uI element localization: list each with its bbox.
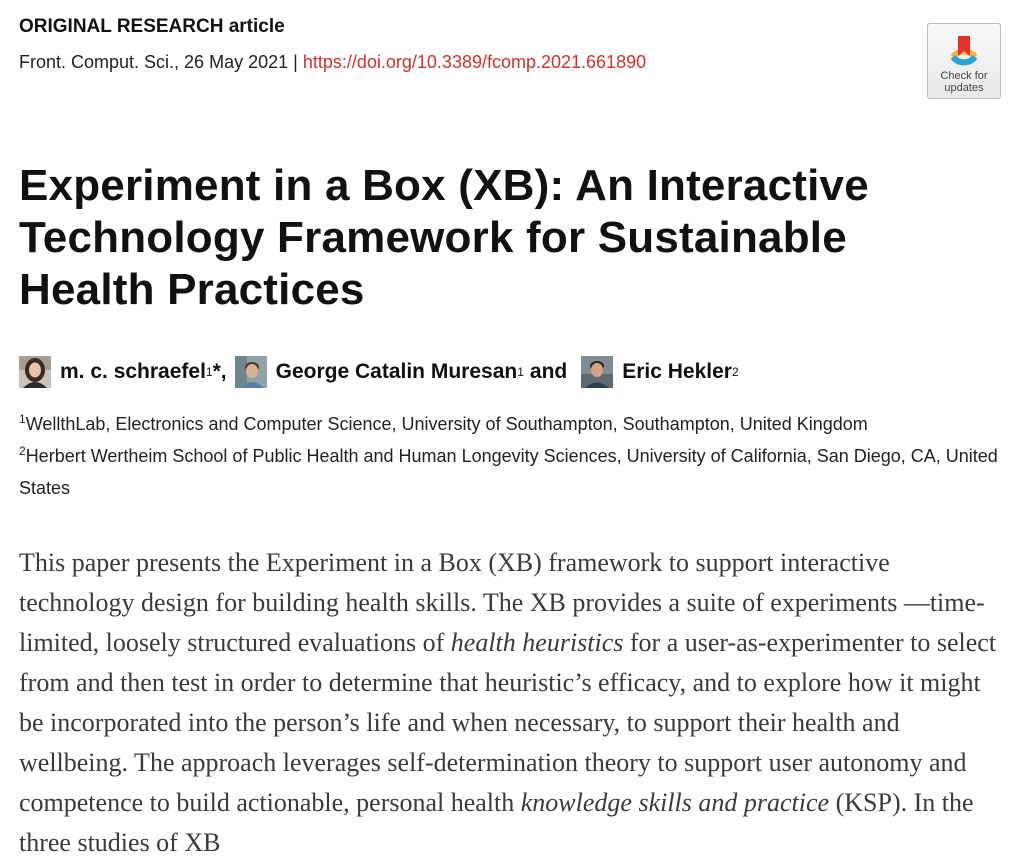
author-and: and [529,360,568,383]
author-name: m. c. schraefel [60,360,206,383]
author-list [19,355,739,389]
article-title: Experiment in a Box (XB): An Interactive Technology Framework for Sustainable Health Practices [19,161,869,314]
affiliation-number: 1 [19,412,26,426]
author-avatar-muresan [235,356,267,388]
check-for-updates-button[interactable] [927,23,1001,99]
abstract-text-2: for a user-as-experimenter to select from and then test in order to determine that heuristic’s efficacy, and to explore how it might be incorporated into the person’s life and when necessary, to support their health and wellbeing. The approach leverages self-determination theory to support user autonomy and competence to build actionable, personal health [19,628,997,817]
crossmark-icon [944,30,984,70]
author-avatar-hekler [581,356,613,388]
author-3[interactable]: Eric Hekler 2 [581,356,738,388]
affiliation-number: 2 [19,444,26,458]
abstract-text-3: (KSP). In the three studies of XB [19,788,974,857]
author-2[interactable]: George Catalin Muresan 1 [235,356,524,388]
author-separator: , [220,360,227,383]
citation-separator: | [293,52,298,72]
author-name: George Catalin Muresan [275,360,518,383]
abstract-text-1: This paper presents the Experiment in a Box (XB) framework to support interactive technology design for building health skills. The XB provides a suite of experiments —time-limited, loosely structured evaluations of [19,548,985,657]
abstract-paragraph [19,543,1004,863]
affiliation-text: WellthLab, Electronics and Computer Science, University of Southampton, Southampton, United Kingdom [25,414,868,434]
affiliation-2 [19,440,999,504]
journal-date: Front. Comput. Sci., 26 May 2021 [19,52,289,72]
affiliations [19,408,999,504]
citation-line [19,52,646,73]
abstract-emphasis-2: knowledge skills and practice [520,788,830,817]
affiliation-1 [19,408,999,440]
check-updates-line2: updates [944,82,984,94]
check-updates-line1: Check for [940,70,988,82]
article-type: ORIGINAL RESEARCH article [19,16,285,37]
corresponding-mark: * [212,360,221,383]
affiliation-text: Herbert Wertheim School of Public Health and Human Longevity Sciences, University of California, San Diego, CA, United States [19,446,998,498]
doi-link[interactable]: https://doi.org/10.3389/fcomp.2021.661890 [302,52,647,72]
author-avatar-schraefel [19,356,51,388]
abstract-emphasis-1: health heuristics [450,628,624,657]
author-name: Eric Hekler [622,360,732,383]
author-1[interactable]: m. c. schraefel 1 * , [19,356,227,388]
